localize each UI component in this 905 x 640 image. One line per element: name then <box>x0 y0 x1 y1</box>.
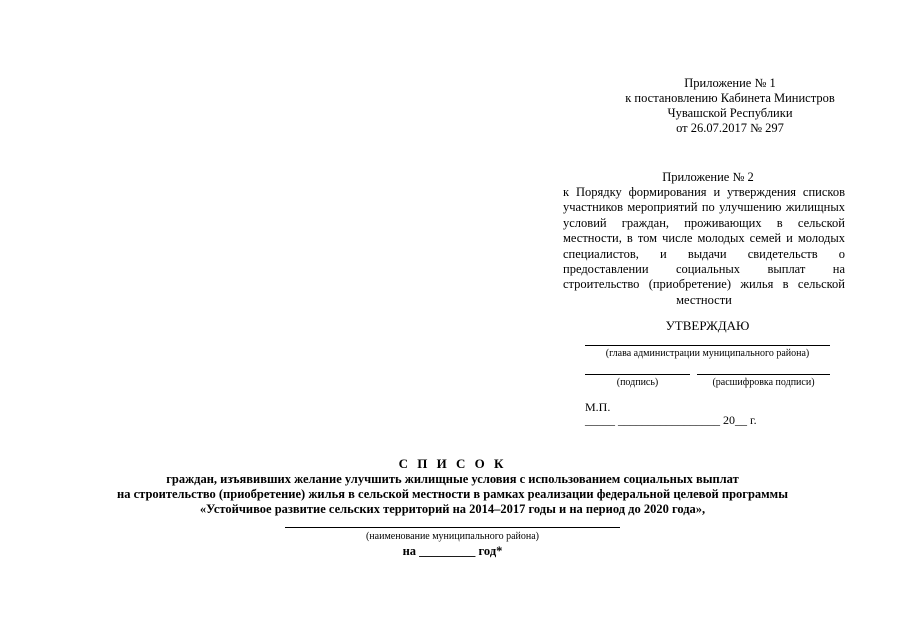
appendix-1-header <box>600 76 860 136</box>
head-signature-line <box>585 345 830 346</box>
appendix-1-line: от 26.07.2017 № 297 <box>676 121 784 135</box>
list-title: С П И С О К <box>398 456 507 471</box>
head-caption: (глава администрации муниципального района) <box>605 348 810 359</box>
signature-caption: (подпись) <box>616 377 659 388</box>
appendix-1-line: Приложение № 1 <box>684 76 776 90</box>
approval-heading: УТВЕРЖДАЮ <box>665 318 750 333</box>
decryption-line <box>697 374 830 375</box>
appendix-1-line: к постановлению Кабинета Министров <box>625 91 835 105</box>
appendix-2-title: Приложение № 2 <box>662 170 754 184</box>
decryption-caption: (расшифровка подписи) <box>712 377 815 388</box>
appendix-1-line: Чувашской Республики <box>667 106 793 120</box>
municipality-line <box>285 527 620 528</box>
appendix-2-body: к Порядку формирования и утверждения списков участников мероприятий по улучшению жилищных условий граждан, проживающих в сельской местности, в том числе молодых семей и молодых специалистов, и выдачи свидетельств о предоставлении социальных выплат на строительство (приобретение) жилья в сельской местности <box>563 185 845 307</box>
list-subtitle-line: граждан, изъявивших желание улучшить жилищные условия с использованием социальных выплат <box>166 472 739 486</box>
municipality-caption: (наименование муниципального района) <box>365 531 540 542</box>
approval-date-line: _____ _________________ 20__ г. <box>585 413 757 427</box>
year-line: на _________ год* <box>402 544 503 558</box>
list-subtitle-line: «Устойчивое развитие сельских территорий на 2014–2017 годы и на период до 2020 года», <box>199 502 706 516</box>
list-subtitle-line: на строительство (приобретение) жилья в сельской местности в рамках реализации федеральной целевой программы <box>117 487 788 501</box>
stamp-place: М.П. <box>585 400 611 414</box>
signature-line <box>585 374 690 375</box>
list-subtitle <box>0 472 905 517</box>
